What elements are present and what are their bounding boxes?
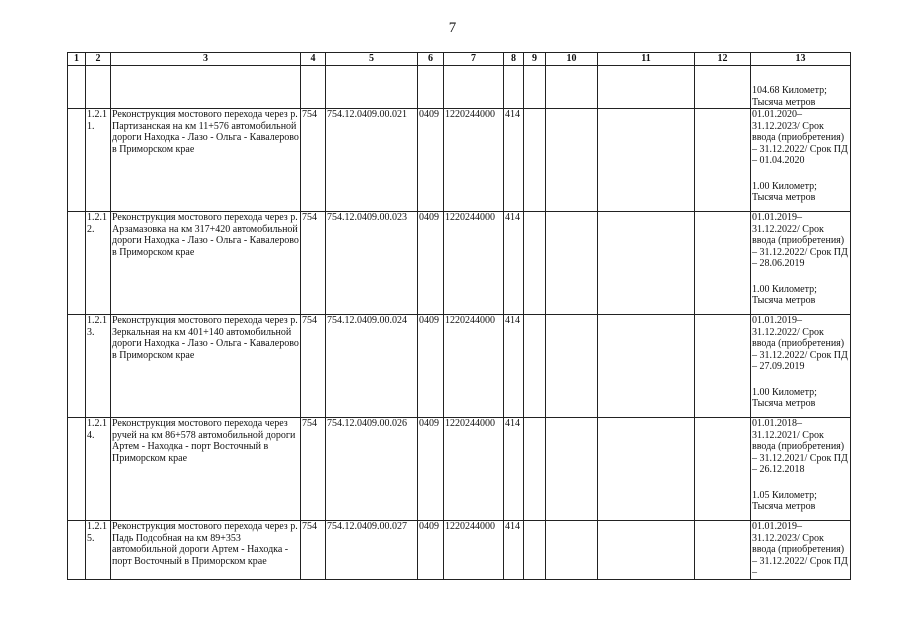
period-text: 01.01.2018–31.12.2021/ Срок ввода (приобретения) – 31.12.2021/ Срок ПД – 26.12.2018: [752, 418, 848, 475]
cell-number: 1.2.1 1.: [86, 109, 111, 212]
cell-code-8: 414: [504, 521, 524, 580]
cell-code-8: 414: [504, 212, 524, 315]
col-header-4: 4: [301, 53, 326, 66]
table-row: [68, 212, 851, 315]
cell-period: 01.01.2019–31.12.2023/ Срок ввода (приобретения) – 31.12.2022/ Срок ПД –: [751, 521, 851, 580]
cell-number: 1.2.1 2.: [86, 212, 111, 315]
cell-code-7: 1220244000: [444, 109, 504, 212]
cell-code-4: 754: [301, 315, 326, 418]
col-header-2: 2: [86, 53, 111, 66]
cell-object-name: Реконструкция мостового перехода через р. Зеркальная на км 401+140 автомобильной дороги Находка - Лазо - Ольга - Кавалерово в Приморском крае: [111, 315, 301, 418]
cell-code-4: 754: [301, 109, 326, 212]
cell-code-5: 754.12.0409.00.026: [326, 418, 418, 521]
cell-code-6: 0409: [418, 418, 444, 521]
cell-code-6: 0409: [418, 212, 444, 315]
cell-code-4: 754: [301, 418, 326, 521]
table-row: [68, 521, 851, 580]
table-row: [68, 109, 851, 212]
col-header-1: 1: [68, 53, 86, 66]
table-row: [68, 418, 851, 521]
cell-code-5: 754.12.0409.00.027: [326, 521, 418, 580]
col-header-13: 13: [751, 53, 851, 66]
cell-number: 1.2.1 4.: [86, 418, 111, 521]
table-row: [68, 315, 851, 418]
cell-code-7: 1220244000: [444, 418, 504, 521]
header-row: [68, 53, 851, 66]
col-header-11: 11: [598, 53, 695, 66]
cell-code-7: 1220244000: [444, 315, 504, 418]
measure-text: 1.05 Километр; Тысяча метров: [752, 489, 817, 512]
col-header-10: 10: [546, 53, 598, 66]
cell-code-8: 414: [504, 109, 524, 212]
cell-period: [751, 109, 851, 212]
cell-code-6: 0409: [418, 109, 444, 212]
period-text: 01.01.2020–31.12.2023/ Срок ввода (приобретения) – 31.12.2022/ Срок ПД – 01.04.2020: [752, 109, 848, 166]
table-row-continued: [68, 66, 851, 109]
measure-text: 1.00 Километр; Тысяча метров: [752, 283, 817, 306]
cell-object-name: Реконструкция мостового перехода через р. Арзамазовка на км 317+420 автомобильной дороги Находка - Лазо - Ольга - Кавалерово в Приморском крае: [111, 212, 301, 315]
cell-period: [751, 418, 851, 521]
col-header-8: 8: [504, 53, 524, 66]
col-header-9: 9: [524, 53, 546, 66]
cell-code-6: 0409: [418, 315, 444, 418]
col-header-3: 3: [111, 53, 301, 66]
measure-text: 1.00 Километр; Тысяча метров: [752, 180, 817, 203]
cell-code-5: 754.12.0409.00.024: [326, 315, 418, 418]
cell-code-5: 754.12.0409.00.021: [326, 109, 418, 212]
period-text: 01.01.2019–31.12.2022/ Срок ввода (приобретения) – 31.12.2022/ Срок ПД – 27.09.2019: [752, 315, 848, 372]
budget-table: [67, 52, 851, 580]
col-header-12: 12: [695, 53, 751, 66]
cell-object-name: Реконструкция мостового перехода через р. Падь Подсобная на км 89+353 автомобильной дороги Артем - Находка - порт Восточный в Приморском крае: [111, 521, 301, 580]
cell-object-name: Реконструкция мостового перехода через ручей на км 86+578 автомобильной дороги Артем - Находка - порт Восточный в Приморском крае: [111, 418, 301, 521]
cell-code-5: 754.12.0409.00.023: [326, 212, 418, 315]
cell-period: [751, 315, 851, 418]
cell-number: 1.2.1 3.: [86, 315, 111, 418]
cell-code-6: 0409: [418, 521, 444, 580]
cell-code-7: 1220244000: [444, 521, 504, 580]
col-header-7: 7: [444, 53, 504, 66]
cell-code-4: 754: [301, 212, 326, 315]
cell-period: [751, 212, 851, 315]
period-text: 01.01.2019–31.12.2022/ Срок ввода (приобретения) – 31.12.2022/ Срок ПД – 28.06.2019: [752, 212, 848, 269]
cell-object-name: Реконструкция мостового перехода через р. Партизанская на км 11+576 автомобильной дороги Находка - Лазо - Ольга - Кавалерово в Приморском крае: [111, 109, 301, 212]
measure-text: 1.00 Километр; Тысяча метров: [752, 386, 817, 409]
col-header-5: 5: [326, 53, 418, 66]
col-header-6: 6: [418, 53, 444, 66]
cell-code-8: 414: [504, 418, 524, 521]
cell-measure: 104.68 Километр; Тысяча метров: [751, 66, 851, 109]
page-number: 7: [448, 20, 457, 36]
cell-code-8: 414: [504, 315, 524, 418]
cell-code-7: 1220244000: [444, 212, 504, 315]
cell-code-4: 754: [301, 521, 326, 580]
cell-number: 1.2.1 5.: [86, 521, 111, 580]
